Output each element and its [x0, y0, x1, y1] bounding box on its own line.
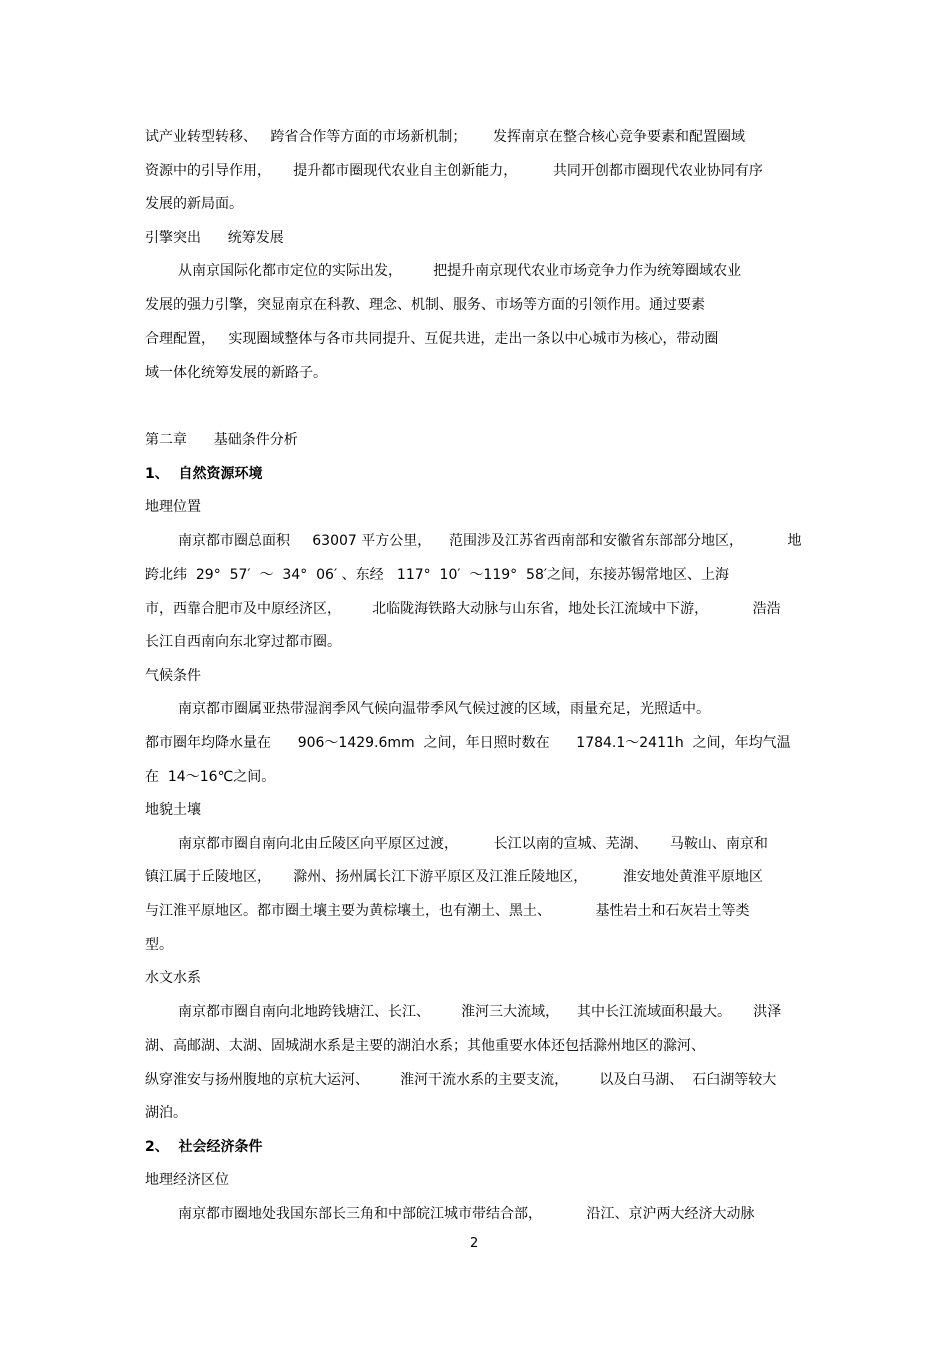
- text-line: 发展的新局面。: [145, 196, 243, 212]
- text-line: 湖、高邮湖、太湖、固城湖水系是主要的湖泊水系；其他重要水体还包括滁州地区的滁河、: [145, 1038, 705, 1054]
- text-line: 长江自西南向东北穿过都市圈。: [145, 634, 341, 650]
- text-line: 南京都市圈地处我国东部长三角和中部皖江城市带结合部， 沿江、京沪两大经济大动脉: [178, 1206, 755, 1222]
- text-line: 型。: [145, 937, 173, 953]
- text-line: 纵穿淮安与扬州腹地的京杭大运河、 淮河干流水系的主要支流， 以及白马湖、 石臼湖等较大: [145, 1072, 777, 1088]
- section-heading: 1、 自然资源环境: [145, 466, 263, 482]
- subsection-heading: 地理经济区位: [145, 1172, 229, 1188]
- text-line: 南京都市圈总面积 63007 平方公里， 范围涉及江苏省西南部和安徽省东部部分地区， 地: [178, 533, 802, 549]
- section-heading: 2、 社会经济条件: [145, 1139, 263, 1155]
- text-line: 从南京国际化都市定位的实际出发， 把提升南京现代农业市场竞争力作为统筹圈域农业: [178, 263, 742, 279]
- page-number: 2: [470, 1236, 479, 1251]
- text-line: 域一体化统筹发展的新路子。: [145, 365, 327, 381]
- text-line: 南京都市圈属亚热带湿润季风气候向温带季风气候过渡的区域，雨量充足，光照适中。: [178, 701, 710, 717]
- subsection-heading: 地貌土壤: [145, 802, 201, 818]
- text-line: 在 14～16℃之间。: [145, 769, 276, 785]
- text-line: 南京都市圈自南向北由丘陵区向平原区过渡， 长江以南的宣城、芜湖、 马鞍山、南京和: [178, 836, 768, 852]
- subsection-heading: 水文水系: [145, 970, 201, 986]
- subsection-heading: 地理位置: [145, 499, 201, 515]
- text-line: 资源中的引导作用， 提升都市圈现代农业自主创新能力， 共同开创都市圈现代农业协同有序: [145, 163, 763, 179]
- chapter-heading: 第二章 基础条件分析: [145, 432, 298, 448]
- text-line: 镇江属于丘陵地区， 滁州、扬州属长江下游平原区及江淮丘陵地区， 淮安地处黄淮平原地区: [145, 869, 763, 885]
- text-line: 市，西靠合肥市及中原经济区， 北临陇海铁路大动脉与山东省，地处长江流域中下游， 浩浩: [145, 601, 781, 617]
- text-line: 发展的强力引擎，突显南京在科教、理念、机制、服务、市场等方面的引领作用。通过要素: [145, 297, 705, 313]
- subsection-heading: 气候条件: [145, 668, 201, 684]
- text-line: 湖泊。: [145, 1105, 187, 1121]
- text-line: 都市圈年均降水量在 906～1429.6mm 之间，年日照时数在 1784.1～2411h 之间，年均气温: [145, 735, 791, 751]
- text-line: 试产业转型转移、 跨省合作等方面的市场新机制； 发挥南京在整合核心竞争要素和配置圈域: [145, 129, 746, 145]
- text-line: 跨北纬 29° 57′ ～ 34° 06′ 、东经 117° 10′ ～119° 58′之间，东接苏锡常地区、上海: [145, 567, 730, 583]
- section-heading: 引擎突出 统筹发展: [145, 230, 284, 246]
- text-line: 南京都市圈自南向北地跨钱塘江、长江、 淮河三大流域， 其中长江流域面积最大。 洪泽: [178, 1004, 782, 1020]
- text-line: 合理配置， 实现圈域整体与各市共同提升、互促共进，走出一条以中心城市为核心，带动圈: [145, 331, 719, 347]
- text-line: 与江淮平原地区。都市圈土壤主要为黄棕壤土，也有潮土、黑土、 基性岩土和石灰岩土等类: [145, 903, 750, 919]
